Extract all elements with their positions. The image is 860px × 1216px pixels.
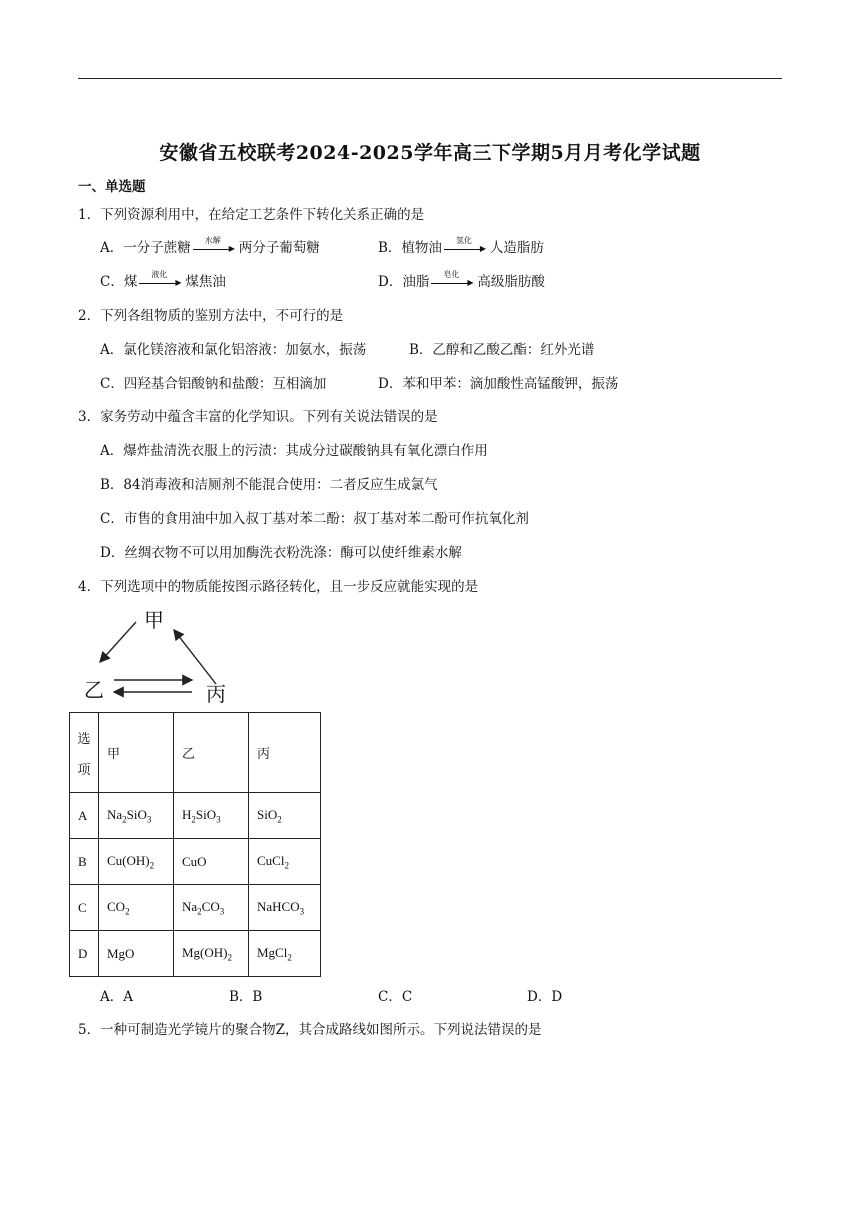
header-rule: [78, 78, 782, 79]
reaction-arrow-icon: 氢化 ▶: [444, 244, 488, 254]
reaction-arrow-icon: 液化 ▶: [139, 278, 183, 288]
table-header-row: [70, 713, 321, 793]
diagram-label-jia: 甲: [144, 608, 164, 632]
q4-option-a: A．A: [100, 989, 133, 1005]
formula-cell: $Mg(OH)_2$: [174, 931, 249, 977]
formula-cell: $H_2SiO_3$: [174, 793, 249, 839]
header-bing-cell: 丙: [249, 713, 321, 793]
q3-option-d: D．丝绸衣物不可以用加酶洗衣粉洗涤：酶可以使纤维素水解: [100, 545, 462, 561]
diagram-arrows-icon: [80, 600, 250, 705]
header-jia-cell: 甲: [99, 713, 174, 793]
q1-option-d: D．油脂 皂化 ▶ 高级脂肪酸: [378, 269, 545, 290]
header-option-cell: 选 项: [70, 713, 99, 793]
question-5-stem: 5．一种可制造光学镜片的聚合物Z，其合成路线如图所示。下列说法错误的是: [78, 1022, 542, 1038]
option-cell: D: [70, 931, 99, 977]
q2-option-d: D．苯和甲苯：滴加酸性高锰酸钾，振荡: [378, 376, 619, 392]
q1-option-b: B．植物油 氢化 ▶ 人造脂肪: [378, 235, 544, 256]
option-cell: C: [70, 885, 99, 931]
q4-option-b: B．B: [229, 989, 263, 1005]
conversion-diagram: [80, 600, 250, 705]
formula-cell: MgO: [99, 931, 174, 977]
formula-cell: $Na_2CO_3$: [174, 885, 249, 931]
q3-option-a: A．爆炸盐清洗衣服上的污渍：其成分过碳酸钠具有氧化漂白作用: [100, 443, 488, 459]
table-row: [70, 931, 321, 977]
page-title: 安徽省五校联考2024-2025学年高三下学期5月月考化学试题: [159, 142, 701, 164]
table-row: [70, 793, 321, 839]
q3-option-b: B．84消毒液和洁厕剂不能混合使用：二者反应生成氯气: [100, 477, 438, 493]
q2-option-a: A．氯化镁溶液和氯化铝溶液：加氨水，振荡: [100, 342, 367, 358]
q4-option-c: C．C: [378, 989, 413, 1005]
table-row: [70, 839, 321, 885]
diagram-label-bing: 丙: [206, 682, 226, 706]
diagram-label-yi: 乙: [84, 678, 104, 702]
table-row: [70, 885, 321, 931]
q2-option-c: C．四羟基合铝酸钠和盐酸：互相滴加: [100, 376, 327, 392]
option-cell: B: [70, 839, 99, 885]
question-1-stem: 1．下列资源利用中，在给定工艺条件下转化关系正确的是: [78, 207, 425, 223]
question-2-stem: 2．下列各组物质的鉴别方法中，不可行的是: [78, 308, 344, 324]
formula-cell: MgCl$_2$: [249, 931, 321, 977]
formula-cell: SiO$_2$: [249, 793, 321, 839]
formula-cell: NaHCO$_3$: [249, 885, 321, 931]
option-cell: A: [70, 793, 99, 839]
q3-option-c: C．市售的食用油中加入叔丁基对苯二酚：叔丁基对苯二酚可作抗氧化剂: [100, 511, 529, 527]
reaction-arrow-icon: 皂化 ▶: [431, 278, 475, 288]
reaction-arrow-icon: 水解 ▶: [193, 244, 237, 254]
formula-cell: CuCl$_2$: [249, 839, 321, 885]
question-3-stem: 3．家务劳动中蕴含丰富的化学知识。下列有关说法错误的是: [78, 409, 438, 425]
q4-option-d: D．D: [527, 989, 563, 1005]
header-yi-cell: 乙: [174, 713, 249, 793]
question-4-stem: 4．下列选项中的物质能按图示路径转化，且一步反应就能实现的是: [78, 579, 479, 595]
q1-option-c: C．煤 液化 ▶ 煤焦油: [100, 269, 226, 290]
formula-cell: CuO: [174, 839, 249, 885]
options-table: [69, 712, 321, 977]
formula-cell: $Cu(OH)_2$: [99, 839, 174, 885]
q2-option-b: B．乙醇和乙酸乙酯：红外光谱: [409, 342, 595, 358]
q1-option-a: A．一分子蔗糖 水解 ▶ 两分子葡萄糖: [100, 235, 320, 256]
section-heading: 一、单选题: [78, 179, 146, 195]
formula-cell: $Na_2SiO_3$: [99, 793, 174, 839]
formula-cell: $CO_2$: [99, 885, 174, 931]
